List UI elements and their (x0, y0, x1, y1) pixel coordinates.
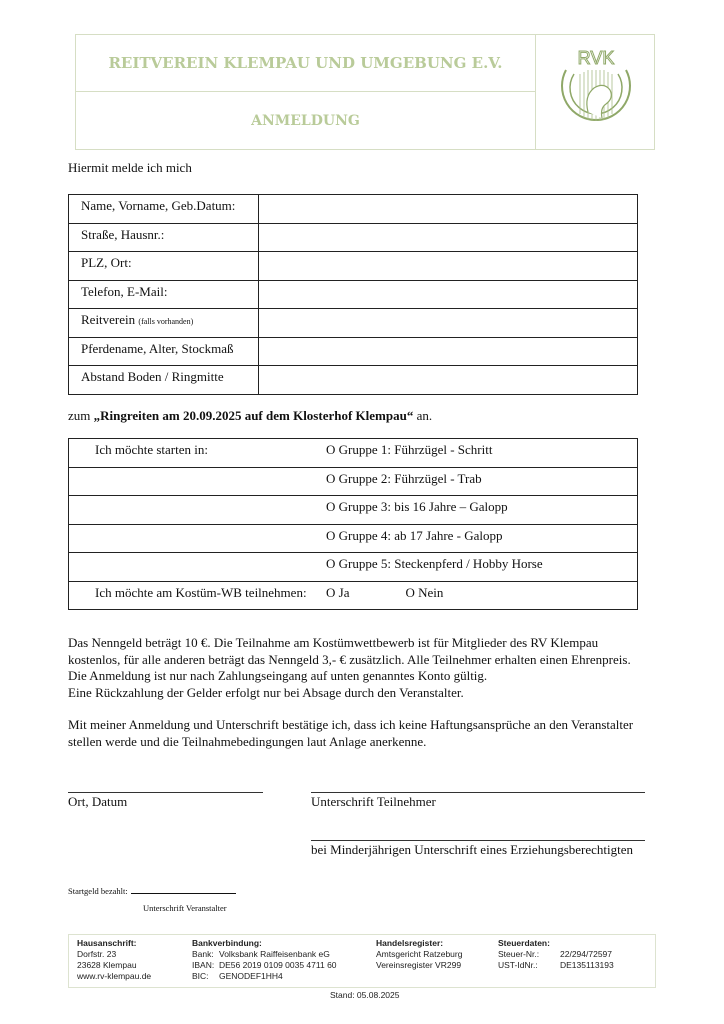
footer-value: DE56 2019 0109 0035 4711 60 (219, 960, 337, 970)
footer-line: Dorfstr. 23 (77, 949, 117, 959)
footer-register (376, 938, 462, 971)
footer-line: Vereinsregister VR299 (376, 960, 462, 970)
group-option-5[interactable]: O Gruppe 5: Steckenpferd / Hobby Horse (326, 556, 543, 571)
paragraph-line: Eine Rückzahlung der Gelder erfolgt nur bei Absage durch den Veranstalter. (68, 684, 464, 700)
table-row (69, 524, 638, 553)
footer-tax (498, 938, 614, 971)
footer-key: Steuer-Nr.: (498, 949, 540, 959)
group-row (69, 553, 638, 582)
place-date-label: Ort, Datum (68, 794, 128, 809)
table-row (69, 309, 638, 338)
footer-key: UST-IdNr.: (498, 960, 538, 970)
table-row (69, 553, 638, 582)
field-label (69, 223, 259, 252)
group-option-4[interactable]: O Gruppe 4: ab 17 Jahre - Galopp (326, 527, 503, 543)
groups-table (68, 438, 638, 610)
table-row (69, 467, 638, 496)
field-label-text: Straße, Hausnr.: (81, 226, 165, 242)
event-name: „Ringreiten am 20.09.2025 auf dem Klosterhof Klempau“ (93, 408, 414, 423)
liability-paragraph (68, 717, 668, 750)
horseshoe-horse-logo-icon (544, 40, 648, 144)
table-row (69, 366, 638, 395)
group-row (69, 524, 638, 553)
header-title-area (76, 35, 536, 149)
field-label-text: Abstand Boden / Ringmitte (81, 369, 224, 384)
document-date: Stand: 05.08.2025 (330, 990, 400, 1000)
footer-key: Bank: (192, 949, 214, 959)
participant-signature-line[interactable] (311, 792, 645, 793)
footer-value: Volksbank Raiffeisenbank eG (219, 949, 330, 959)
field-label-text: Reitverein (81, 312, 136, 327)
distance-field[interactable] (259, 366, 638, 395)
group-option-3[interactable]: O Gruppe 3: bis 16 Jahre – Galopp (326, 499, 508, 514)
field-label (69, 252, 259, 281)
field-label (69, 337, 259, 366)
table-row (69, 252, 638, 281)
footer-value: GENODEF1HH4 (219, 971, 283, 981)
participant-signature-label: Unterschrift Teilnehmer (311, 794, 436, 809)
intro-text: Hiermit melde ich mich (68, 160, 192, 175)
paragraph-line: Die Anmeldung ist nur nach Zahlungseingang auf unten genanntes Konto gültig. (68, 668, 488, 683)
phone-email-field[interactable] (259, 280, 638, 309)
field-label (69, 366, 259, 395)
group-option-1[interactable]: O Gruppe 1: Führzügel - Schritt (326, 442, 493, 457)
guardian-signature-line[interactable] (311, 840, 645, 841)
group-row (69, 439, 638, 468)
guardian-signature-label: bei Minderjährigen Unterschrift eines Erziehungsberechtigten (311, 842, 633, 857)
event-prefix: zum (68, 408, 94, 423)
fees-paragraph (68, 635, 668, 701)
event-suffix: an. (413, 408, 433, 423)
organizer-signature-label: Unterschrift Veranstalter (143, 903, 227, 913)
footer-key: IBAN: (192, 960, 215, 970)
groups-label: Ich möchte starten in: (95, 442, 208, 457)
table-row (69, 496, 638, 525)
field-label (69, 309, 259, 338)
horse-field[interactable] (259, 337, 638, 366)
footer-heading: Hausanschrift: (77, 938, 137, 948)
event-line (68, 408, 432, 424)
document-title: ANMELDUNG (251, 113, 360, 129)
name-field[interactable] (259, 195, 638, 224)
group-option-2[interactable]: O Gruppe 2: Führzügel - Trab (326, 470, 482, 486)
footer-line: Amtsgericht Ratzeburg (376, 949, 463, 959)
footer-line: 23628 Klempau (77, 960, 137, 970)
riding-club-field[interactable] (259, 309, 638, 338)
footer-address (77, 938, 151, 982)
paragraph-line: kostenlos, für alle anderen beträgt das Nenngeld 3,- € zusätzlich. Alle Teilnehmer erhalten einen Ehrenpreis. (68, 651, 631, 667)
startgeld-signature-line[interactable] (131, 885, 236, 894)
field-note: (falls vorhanden) (138, 317, 194, 326)
club-logo (537, 35, 655, 149)
header-box (75, 34, 655, 150)
website-link[interactable]: www.rv-klempau.de (77, 971, 152, 981)
paragraph-line: Das Nenngeld beträgt 10 €. Die Teilnahme am Kostümwettbewerb ist für Mitglieder des RV Klempau (68, 635, 599, 650)
startgeld-paid (68, 885, 236, 896)
table-row (69, 280, 638, 309)
field-label-text: Telefon, E-Mail: (81, 283, 168, 299)
svg-text:RVK: RVK (577, 48, 615, 68)
footer-value: DE135113193 (560, 960, 614, 970)
field-label-text: PLZ, Ort: (81, 255, 132, 270)
table-row (69, 581, 638, 610)
place-date-line[interactable] (68, 792, 263, 793)
street-field[interactable] (259, 223, 638, 252)
table-row (69, 195, 638, 224)
costume-yes-option[interactable]: O Ja (326, 584, 350, 600)
table-row (69, 337, 638, 366)
field-label (69, 195, 259, 224)
table-row (69, 223, 638, 252)
footer-value: 22/294/72597 (560, 949, 612, 959)
postcode-city-field[interactable] (259, 252, 638, 281)
paragraph-line: Mit meiner Anmeldung und Unterschrift bestätige ich, dass ich keine Haftungsansprüche an den Veranstalter (68, 717, 634, 732)
table-row (69, 439, 638, 468)
field-label-text: Pferdename, Alter, Stockmaß (81, 340, 234, 356)
footer-heading: Steuerdaten: (498, 938, 550, 948)
footer-bank (192, 938, 337, 982)
org-name: REITVEREIN KLEMPAU UND UMGEBUNG E.V. (76, 35, 535, 92)
costume-label: Ich möchte am Kostüm-WB teilnehmen: (95, 584, 307, 600)
footer-heading: Bankverbindung: (192, 938, 262, 948)
field-label-text: Name, Vorname, Geb.Datum: (81, 198, 236, 213)
footer-key: BIC: (192, 971, 209, 981)
personal-data-table (68, 194, 638, 395)
startgeld-label: Startgeld bezahlt: (68, 886, 128, 896)
footer-box (68, 934, 656, 988)
field-label (69, 280, 259, 309)
footer-heading: Handelsregister: (376, 938, 444, 948)
costume-row (69, 581, 638, 610)
paragraph-line: stellen werde und die Teilnahmebedingungen laut Anlage anerkenne. (68, 733, 427, 749)
costume-no-option[interactable]: O Nein (405, 584, 444, 600)
group-row (69, 467, 638, 496)
group-row (69, 496, 638, 525)
